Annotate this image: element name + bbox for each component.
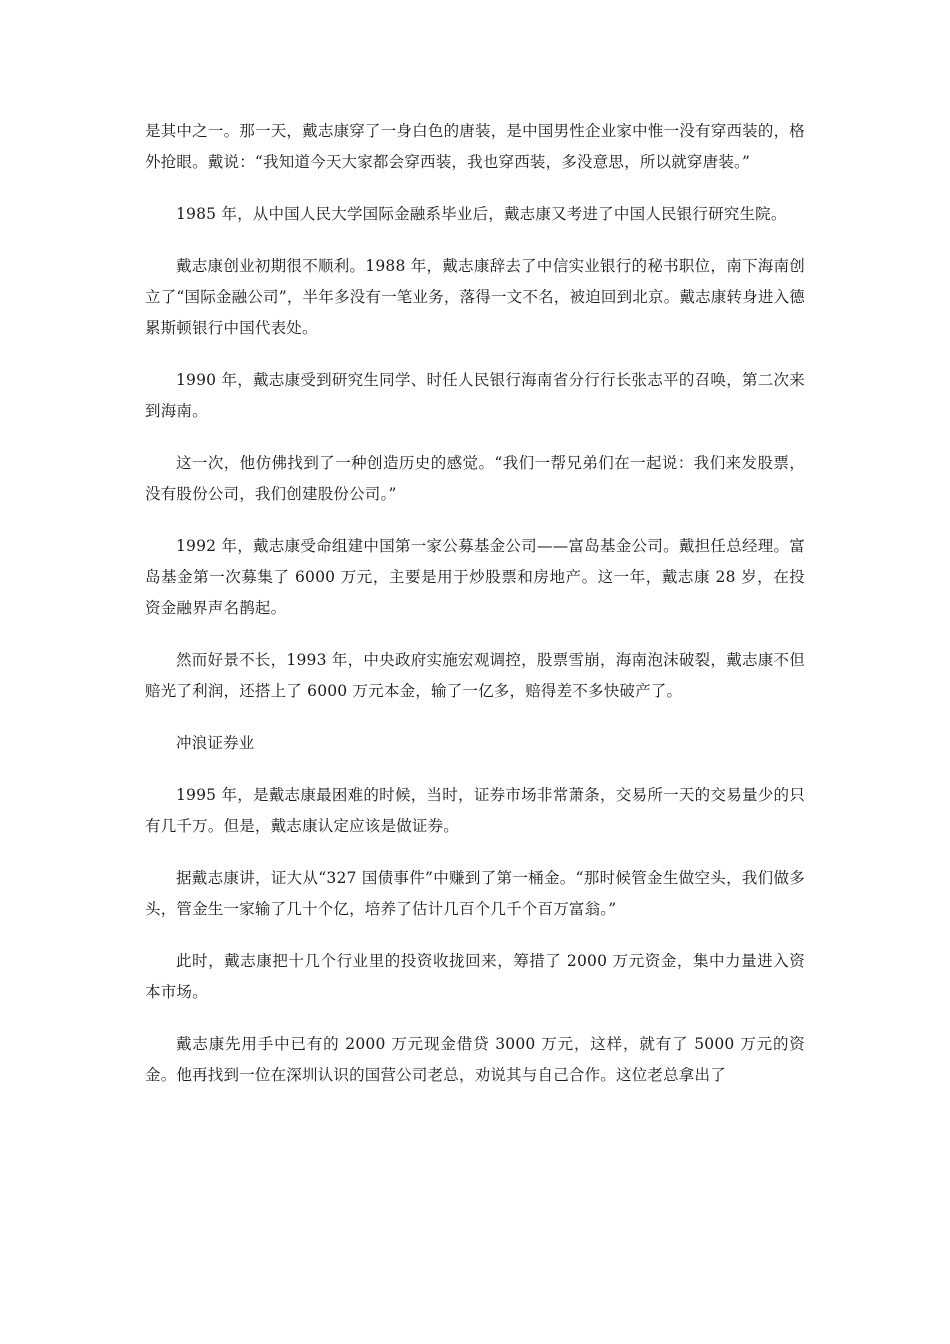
paragraph-1993-crash: 然而好景不长，1993 年，中央政府实施宏观调控，股票雪崩，海南泡沫破裂，戴志康不但赔光了利润，还搭上了 6000 万元本金，输了一亿多，赔得差不多快破产了。	[145, 651, 805, 700]
paragraph-327-event: 据戴志康讲，证大从“327 国债事件”中赚到了第一桶金。“那时候管金生做空头，我们做多头，管金生一家输了几十个亿，培养了估计几百个几千个百万富翁。”	[145, 869, 805, 918]
paragraph-1985-graduation: 1985 年，从中国人民大学国际金融系毕业后，戴志康又考进了中国人民银行研究生院。	[176, 205, 787, 223]
paragraph-1990-hainan: 1990 年，戴志康受到研究生同学、时任人民银行海南省分行行长张志平的召唤，第二次来到海南。	[145, 371, 805, 420]
paragraph-continuation: 是其中之一。那一天，戴志康穿了一身白色的唐装，是中国男性企业家中惟一没有穿西装的，格外抢眼。戴说：“我知道今天大家都会穿西装，我也穿西装，多没意思，所以就穿唐装。”	[145, 122, 805, 171]
paragraph-1995-securities: 1995 年，是戴志康最困难的时候，当时，证券市场非常萧条，交易所一天的交易量少的只有几千万。但是，戴志康认定应该是做证券。	[145, 786, 805, 835]
paragraph-1992-fudao-fund: 1992 年，戴志康受命组建中国第一家公募基金公司——富岛基金公司。戴担任总经理。富岛基金第一次募集了 6000 万元，主要是用于炒股票和房地产。这一年，戴志康 28 岁，在投资金融界声名鹊起。	[145, 537, 805, 617]
paragraph-capital-market: 此时，戴志康把十几个行业里的投资收拢回来，筹措了 2000 万元资金，集中力量进入资本市场。	[145, 952, 805, 1001]
paragraph-borrowing: 戴志康先用手中已有的 2000 万元现金借贷 3000 万元，这样，就有了 5000 万元的资金。他再找到一位在深圳认识的国营公司老总，劝说其与自己合作。这位老总拿出了	[145, 1035, 805, 1084]
section-heading-securities: 冲浪证券业	[176, 734, 255, 752]
paragraph-create-history: 这一次，他仿佛找到了一种创造历史的感觉。“我们一帮兄弟们在一起说：我们来发股票，没有股份公司，我们创建股份公司。”	[145, 454, 805, 503]
paragraph-early-startup: 戴志康创业初期很不顺利。1988 年，戴志康辞去了中信实业银行的秘书职位，南下海南创立了“国际金融公司”，半年多没有一笔业务，落得一文不名，被迫回到北京。戴志康转身进入德累斯顿银行中国代表处。	[145, 257, 805, 337]
document-page	[145, 116, 805, 1112]
